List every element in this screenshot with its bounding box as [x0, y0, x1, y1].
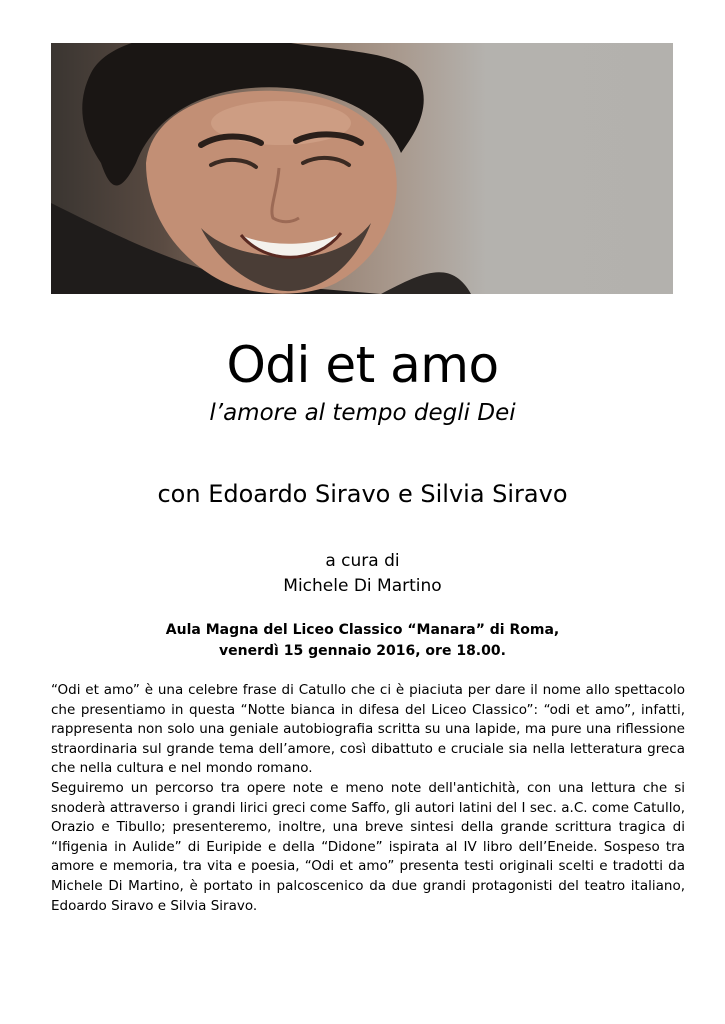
description	[51, 681, 685, 916]
event-title: Odi et amo	[226, 336, 499, 394]
venue-info	[0, 620, 725, 662]
description-paragraph-2: Seguiremo un percorso tra opere note e meno note dell'antichità, con una lettura che si snoderà attraverso i grandi lirici greci come Saffo, gli autori latini del I sec. a.C. come Catullo, Orazio e Tibullo; presenteremo, inoltre, una breve sintesi della grande scrittura tragica di “Ifigenia in Aulide” di Euripide e della “Didone” ispirata al IV libro dell’Eneide. Sospeso tra amore e memoria, tra vita e poesia, “Odi et amo” presenta testi originali scelti e tradotti da Michele Di Martino, è portato in palcoscenico da due grandi protagonisti del teatro italiano, Edoardo Siravo e Silvia Siravo.	[51, 779, 685, 914]
portrait-photo	[51, 43, 673, 294]
event-subtitle: l’amore al tempo degli Dei	[209, 400, 516, 426]
performers-line: con Edoardo Siravo e Silvia Siravo	[157, 480, 568, 508]
portrait-illustration	[51, 43, 673, 294]
curator-name: Michele Di Martino	[283, 576, 442, 596]
venue-date-time: venerdì 15 gennaio 2016, ore 18.00.	[219, 643, 506, 659]
curated-by-label: a cura di	[325, 551, 400, 571]
description-paragraph-1: “Odi et amo” è una celebre frase di Catullo che ci è piaciuta per dare il nome allo spettacolo che presentiamo in questa “Notte bianca in difesa del Liceo Classico”: “odi et amo”, infatti, rappresenta non solo una geniale autobiografia scritta su una lapide, ma pure una riflessione straordinaria sul grande tema dell’amore, così dibattuto e cruciale sia nella letteratura greca che nella cultura e nel mondo romano.	[51, 682, 685, 777]
venue-location: Aula Magna del Liceo Classico “Manara” di Roma,	[165, 622, 560, 638]
